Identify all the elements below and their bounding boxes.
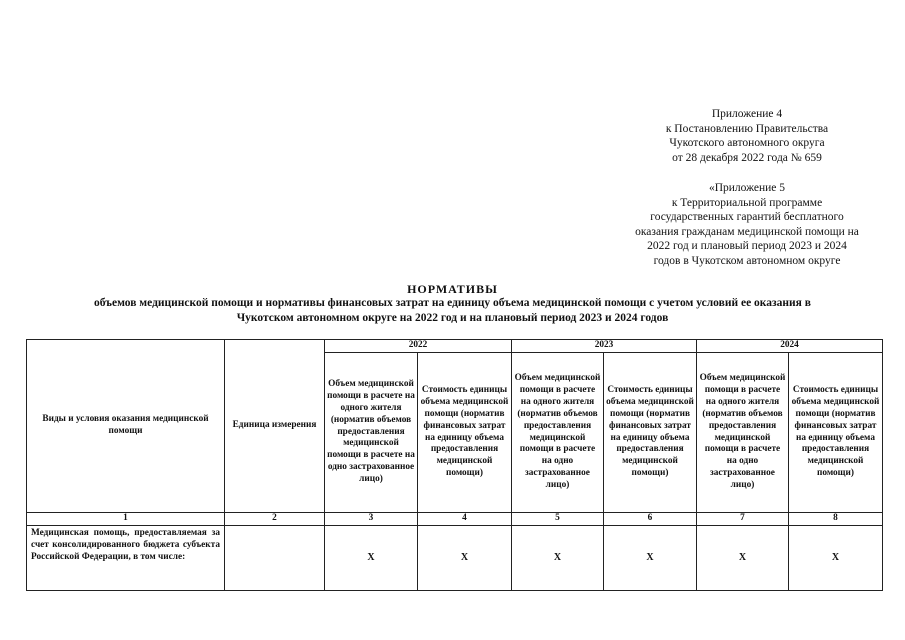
- header-cost: Стоимость единицы объема медицинской помощи (норматив финансовых затрат на единицу объема предоставления медицинской помощи): [418, 353, 512, 513]
- row-value-cell: Х: [325, 526, 418, 591]
- annex-4-line: Приложение 4: [711, 108, 783, 120]
- table-row: [27, 526, 883, 591]
- annex-5-line: к Территориальной программе: [671, 196, 823, 209]
- annex-4-line: от 28 декабря 2022 года № 659: [672, 151, 822, 164]
- header-cost: Стоимость единицы объема медицинской помощи (норматив финансовых затрат на единицу объема предоставления медицинской помощи): [604, 353, 697, 513]
- header-row-numbers: [27, 513, 883, 526]
- document-subtitle-line-1: объемов медицинской помощи и нормативы финансовых затрат на единицу объема медицинской помощи с учетом условий ее оказания в: [94, 297, 811, 309]
- header-cost: Стоимость единицы объема медицинской помощи (норматив финансовых затрат на единицу объема предоставления медицинской помощи): [789, 353, 883, 513]
- annex-5-line: 2022 год и плановый период 2023 и 2024: [647, 240, 847, 253]
- column-number: 8: [789, 513, 883, 526]
- row-unit-cell: [225, 526, 325, 591]
- annex-5-line: «Приложение 5: [708, 182, 786, 194]
- row-kind-cell: Медицинская помощь, предоставляемая за счет консолидированного бюджета субъекта Российской Федерации, в том числе:: [27, 526, 225, 591]
- column-number: 1: [27, 513, 225, 526]
- column-number: 5: [512, 513, 604, 526]
- row-value-cell: Х: [789, 526, 883, 591]
- column-number: 7: [697, 513, 789, 526]
- column-number: 2: [225, 513, 325, 526]
- annex-5-line: государственных гарантий бесплатного: [650, 211, 844, 224]
- column-number: 4: [418, 513, 512, 526]
- header-volume: Объем медицинской помощи в расчете на одного жителя (норматив объемов предоставления медицинской помощи в расчете на одно застрахованное лицо): [697, 353, 789, 513]
- header-row-years: [27, 340, 883, 353]
- row-value-cell: Х: [418, 526, 512, 591]
- header-year: 2024: [697, 340, 883, 353]
- row-value-cell: Х: [697, 526, 789, 591]
- annex-5-header: [612, 181, 882, 269]
- header-kind: Виды и условия оказания медицинской помощи: [27, 340, 225, 513]
- header-volume: Объем медицинской помощи в расчете на одного жителя (норматив объемов предоставления медицинской помощи в расчете на одно застрахованное лицо): [512, 353, 604, 513]
- norms-table: [26, 339, 883, 591]
- annex-4-line: Чукотского автономного округа: [669, 137, 825, 150]
- header-year: 2023: [512, 340, 697, 353]
- document-subtitle-line-2: Чукотском автономном округе на 2022 год и на плановый период 2023 и 2024 годов: [236, 312, 669, 324]
- column-number: 3: [325, 513, 418, 526]
- annex-5-line: оказания гражданам медицинской помощи на: [635, 225, 859, 238]
- header-unit: Единица измерения: [225, 340, 325, 513]
- document-title: НОРМАТИВЫ: [407, 282, 498, 296]
- header-volume: Объем медицинской помощи в расчете на одного жителя (норматив объемов предоставления медицинской помощи в расчете на одно застрахованное лицо): [325, 353, 418, 513]
- row-value-cell: Х: [604, 526, 697, 591]
- annex-4-line: к Постановлению Правительства: [665, 122, 829, 135]
- row-value-cell: Х: [512, 526, 604, 591]
- annex-4-header: [612, 107, 882, 165]
- header-year: 2022: [325, 340, 512, 353]
- annex-5-line: годов в Чукотском автономном округе: [653, 254, 841, 267]
- column-number: 6: [604, 513, 697, 526]
